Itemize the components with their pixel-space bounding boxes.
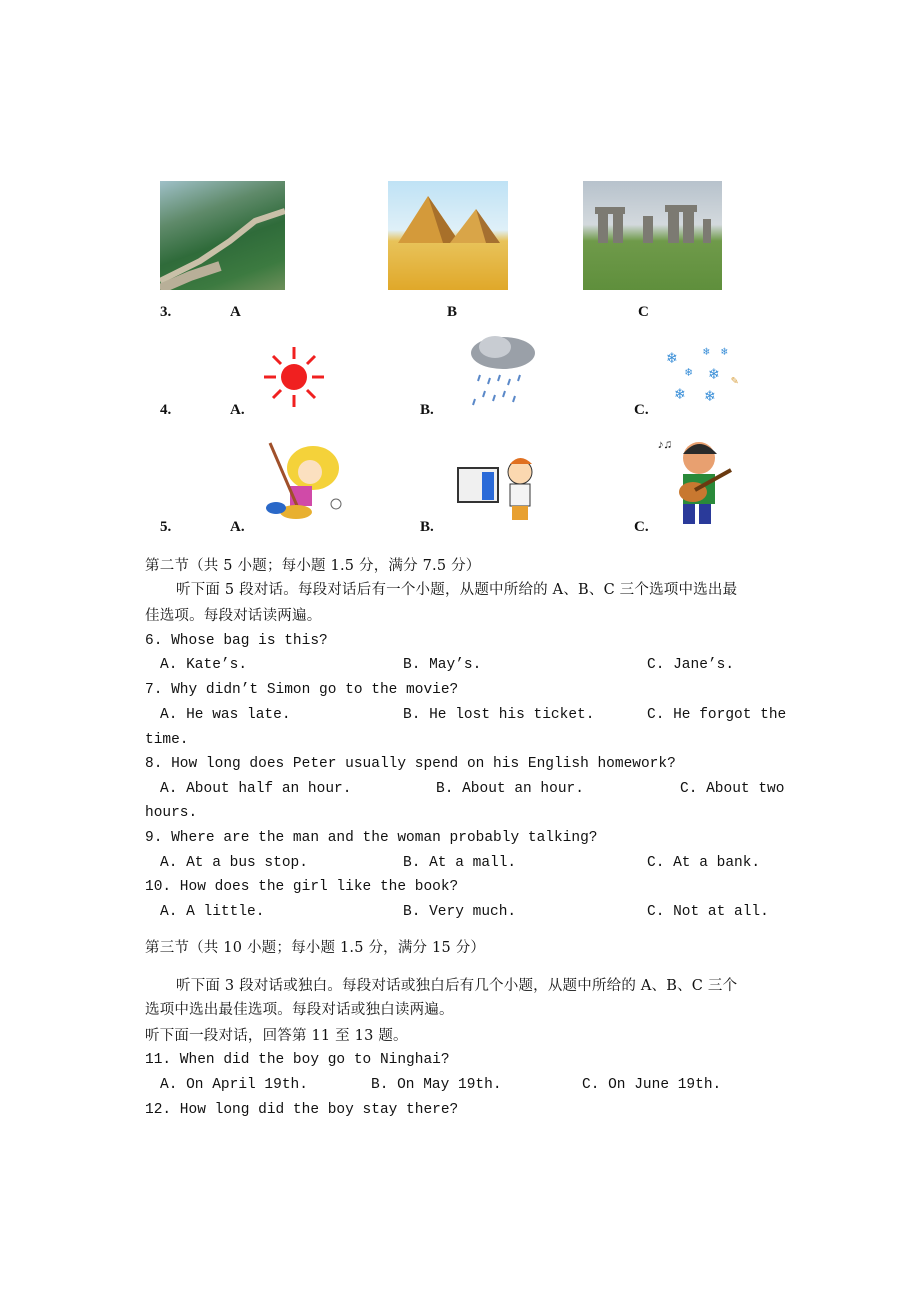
question-number: 5. — [160, 519, 172, 535]
option-c-continued: hours. — [145, 805, 198, 821]
question-text: 12. How long did the boy stay there? — [145, 1102, 459, 1118]
question-text: 8. How long does Peter usually spend on his English homework? — [145, 756, 676, 772]
option-c-continued: time. — [145, 732, 189, 748]
option-label: B — [447, 304, 458, 320]
option-label: C — [638, 304, 649, 320]
option-label: C. — [634, 402, 649, 418]
option-c: C. About two — [680, 781, 785, 797]
sun-icon — [262, 345, 326, 409]
boy-playing-guitar-icon — [655, 434, 737, 526]
option-c: C. On June 19th. — [582, 1077, 722, 1093]
instructions: 选项中选出最佳选项。每段对话或独白读两遍。 — [145, 1002, 454, 1018]
option-c: C. At a bank. — [647, 855, 761, 871]
option-c: C. He forgot the — [647, 707, 787, 723]
option-b: B. Very much. — [403, 904, 517, 920]
instructions: 听下面 3 段对话或独白。每段对话或独白后有几个小题，从题中所给的 A、B、C 三个 — [176, 978, 738, 994]
sub-instruction: 听下面一段对话，回答第 11 至 13 题。 — [145, 1028, 408, 1044]
boy-watching-tv-icon — [452, 450, 547, 530]
section-heading: 第二节（共 5 小题；每小题 1.5 分，满分 7.5 分） — [145, 558, 481, 574]
option-a: A. A little. — [160, 904, 265, 920]
option-a: A. He was late. — [160, 707, 291, 723]
snowflakes-icon: ❄ ❄ ❄ ❄ ❄ ❄ ❄ ✎ — [667, 347, 739, 406]
option-label: A. — [230, 519, 245, 535]
option-b: B. About an hour. — [436, 781, 584, 797]
option-b: B. At a mall. — [403, 855, 517, 871]
instructions: 佳选项。每段对话读两遍。 — [145, 608, 322, 624]
option-c: C. Jane’s. — [647, 657, 735, 673]
option-b: B. He lost his ticket. — [403, 707, 595, 723]
option-label: A. — [230, 402, 245, 418]
question-text: 7. Why didn’t Simon go to the movie? — [145, 682, 459, 698]
question-text: 10. How does the girl like the book? — [145, 879, 459, 895]
question-number: 4. — [160, 402, 172, 418]
question-text: 11. When did the boy go to Ninghai? — [145, 1052, 450, 1068]
girl-sweeping-icon — [258, 438, 346, 526]
option-c: C. Not at all. — [647, 904, 769, 920]
option-label: B. — [420, 402, 434, 418]
pyramids-photo — [388, 181, 508, 290]
option-a: A. On April 19th. — [160, 1077, 308, 1093]
option-a: A. Kate’s. — [160, 657, 248, 673]
option-b: B. On May 19th. — [371, 1077, 502, 1093]
option-a: A. About half an hour. — [160, 781, 352, 797]
question-text: 9. Where are the man and the woman probably talking? — [145, 830, 598, 846]
option-label: A — [230, 304, 241, 320]
instructions: 听下面 5 段对话。每段对话后有一个小题，从题中所给的 A、B、C 三个选项中选出最 — [176, 582, 738, 598]
section-heading: 第三节（共 10 小题；每小题 1.5 分，满分 15 分） — [145, 940, 486, 956]
stonehenge-photo — [583, 181, 722, 290]
option-label: C. — [634, 519, 649, 535]
option-a: A. At a bus stop. — [160, 855, 308, 871]
option-label: B. — [420, 519, 434, 535]
option-b: B. May’s. — [403, 657, 482, 673]
question-text: 6. Whose bag is this? — [145, 633, 328, 649]
great-wall-photo — [160, 181, 285, 290]
svg-text:♪♫: ♪♫ — [657, 438, 672, 452]
question-number: 3. — [160, 304, 172, 320]
rain-cloud-icon — [465, 333, 537, 413]
